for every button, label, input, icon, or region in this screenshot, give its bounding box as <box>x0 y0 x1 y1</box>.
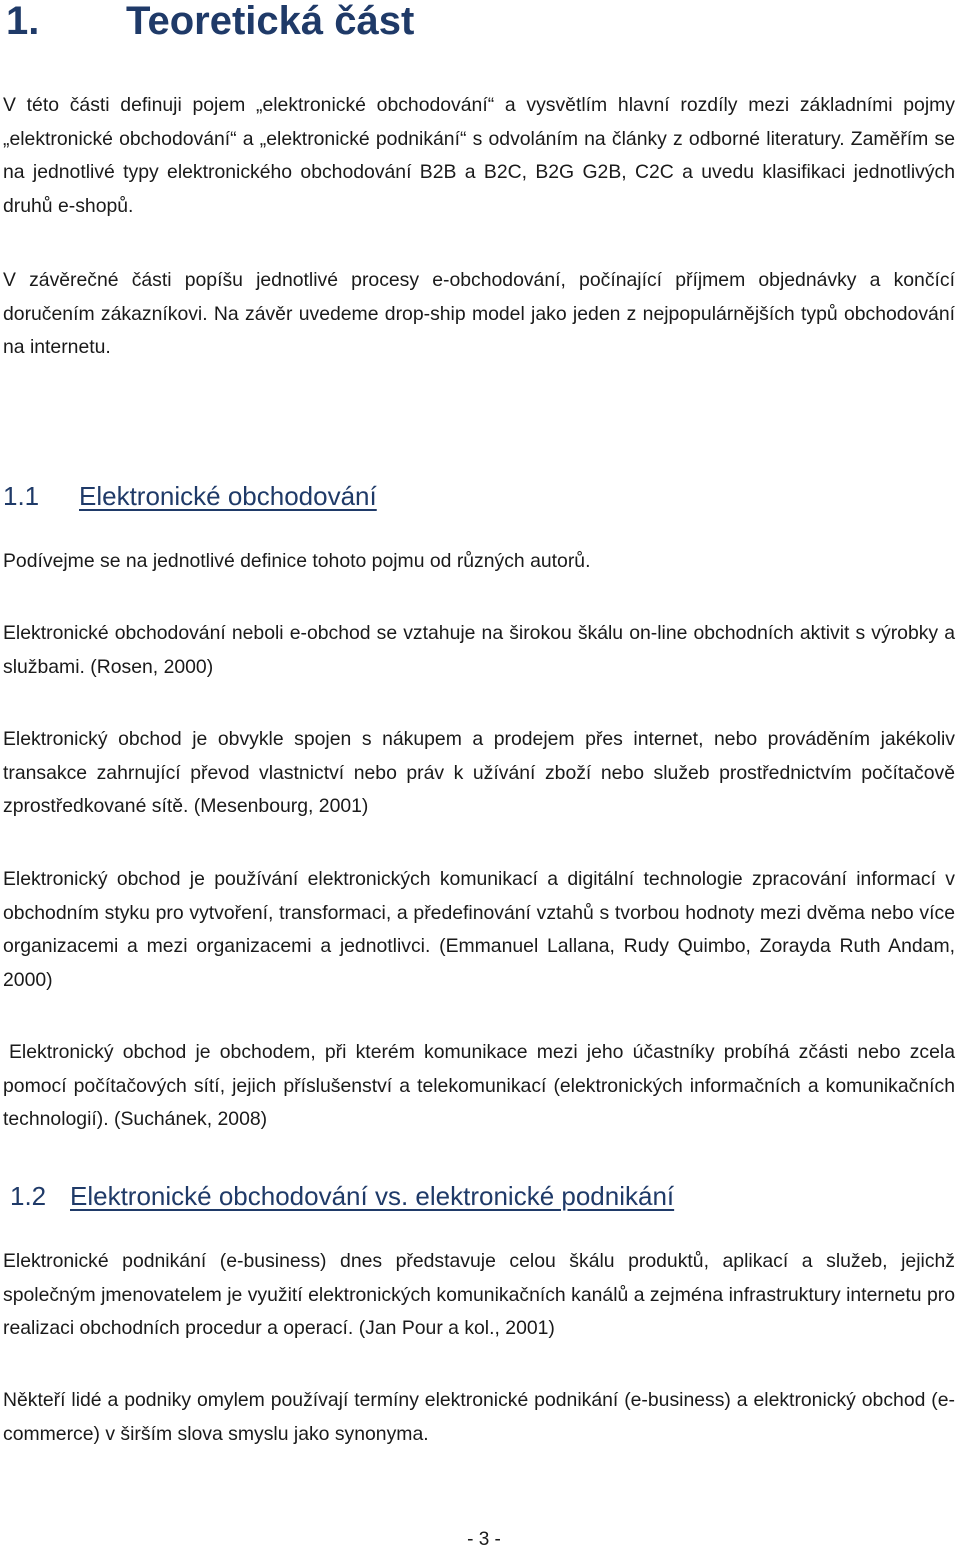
section-1-1-paragraph-4: Elektronický obchod je používání elektronických komunikací a digitální technologie zpracování informací v obchodním styku pro vytvoření, transformaci, a předefinování vztahů s tvorbou hodnoty mezi dvěma nebo více organizacemi a mezi organizacemi a jednotlivci. (Emmanuel Lallana, Rudy Quimbo, Zorayda Ruth Andam, 2000) <box>3 868 955 991</box>
section-1-1-paragraph-2: Elektronické obchodování neboli e-obchod se vztahuje na širokou škálu on-line obchodních aktivit s výrobky a službami. (Rosen, 2000) <box>3 622 955 678</box>
section-number: 1.1 <box>3 481 40 511</box>
intro-paragraph-2: V závěrečné části popíšu jednotlivé procesy e-obchodování, počínající příjmem objednávky a končící doručením zákazníkovi. Na závěr uvedeme drop-ship model jako jeden z nejpopulárnějších typů obchodování na internetu. <box>3 269 955 358</box>
section-title: Elektronické obchodování <box>79 481 377 511</box>
page-number: - 3 - <box>467 1529 501 1550</box>
section-1-2-paragraph-2: Někteří lidé a podniky omylem používají termíny elektronické podnikání (e-business) a elektronický obchod (e-commerce) v širším slova smyslu jako synonyma. <box>3 1389 955 1445</box>
section-heading-1-1 <box>3 479 377 513</box>
section-1-1-paragraph-1: Podívejme se na jednotlivé definice tohoto pojmu od různých autorů. <box>3 550 591 572</box>
section-title: Elektronické obchodování vs. elektronické podnikání <box>70 1181 675 1211</box>
chapter-heading <box>6 0 414 48</box>
section-number: 1.2 <box>10 1181 47 1211</box>
section-1-1-paragraph-3: Elektronický obchod je obvykle spojen s nákupem a prodejem přes internet, nebo prováděním jakékoliv transakce zahrnující převod vlastnictví nebo práv k užívání zboží nebo služeb prostřednictvím počítačově zprostředkované sítě. (Mesenbourg, 2001) <box>3 728 955 817</box>
chapter-number: 1. <box>6 0 40 43</box>
section-1-2-paragraph-1: Elektronické podnikání (e-business) dnes představuje celou škálu produktů, aplikací a služeb, jejichž společným jmenovatelem je využití elektronických komunikačních kanálů a zejména infrastruktury internetu pro realizaci obchodních procedur a operací. (Jan Pour a kol., 2001) <box>3 1250 955 1339</box>
intro-paragraph-1: V této části definuji pojem „elektronické obchodování“ a vysvětlím hlavní rozdíly mezi základními pojmy „elektronické obchodování“ a „elektronické podnikání“ s odvoláním na články z odborné literatury. Zaměřím se na jednotlivé typy elektronického obchodování B2B a B2C, B2G G2B, C2C a uvedu klasifikaci jednotlivých druhů e-shopů. <box>3 94 955 217</box>
section-1-1-paragraph-5: Elektronický obchod je obchodem, při kterém komunikace mezi jeho účastníky probíhá zčásti nebo zcela pomocí počítačových sítí, jejich příslušenství a telekomunikací (elektronických informačních a komunikačních technologií). (Suchánek, 2008) <box>3 1041 955 1130</box>
chapter-title: Teoretická část <box>126 0 415 43</box>
section-heading-1-2 <box>10 1179 674 1213</box>
